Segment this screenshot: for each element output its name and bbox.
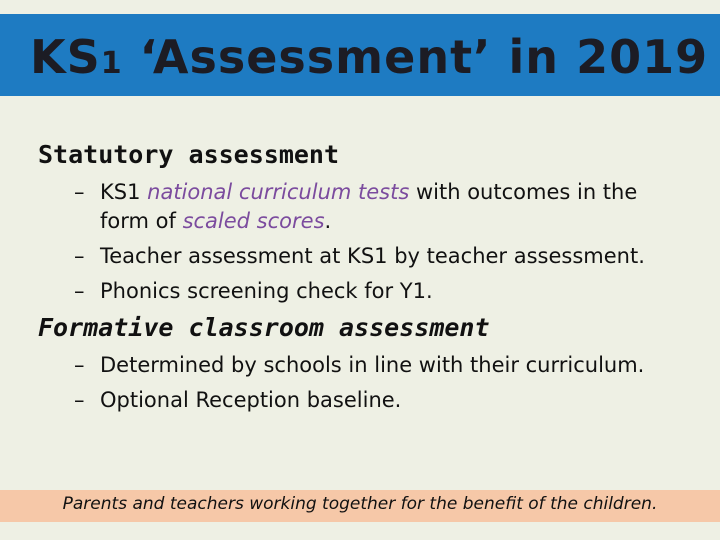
highlight-national-curriculum-tests: national curriculum tests [147, 180, 410, 204]
bullet-text: Phonics screening check for Y1. [100, 279, 433, 303]
text-segment: KS1 [100, 180, 148, 204]
bullet-text [100, 206, 331, 236]
title-stage-number: 1 [100, 46, 123, 81]
bullet-dash: – [74, 180, 85, 204]
title-year: 2019 [576, 30, 709, 84]
bullet-text: Determined by schools in line with their curriculum. [100, 353, 645, 377]
footer-text: Parents and teachers working together for the benefit of the children. [62, 494, 658, 514]
bullet-text: Teacher assessment at KS1 by teacher assessment. [100, 244, 645, 268]
text-segment: . [324, 209, 332, 233]
bullet-dash: – [74, 353, 85, 377]
text-segment: form of [100, 209, 183, 233]
bullet-dash: – [74, 244, 85, 268]
title-assessment: ‘Assessment’ in [122, 30, 577, 84]
highlight-scaled-scores: scaled scores [182, 209, 325, 233]
bullet-text: Optional Reception baseline. [100, 388, 402, 412]
text-segment: with outcomes in the [409, 180, 638, 204]
bullet-dash: – [74, 279, 85, 303]
footer-bar [0, 490, 720, 522]
bullet-text [100, 177, 637, 207]
bullet-dash: – [74, 388, 85, 412]
title-ks: KS [30, 30, 101, 84]
section-heading-formative: Formative classroom assessment [38, 313, 490, 342]
section-heading-statutory: Statutory assessment [38, 140, 340, 169]
